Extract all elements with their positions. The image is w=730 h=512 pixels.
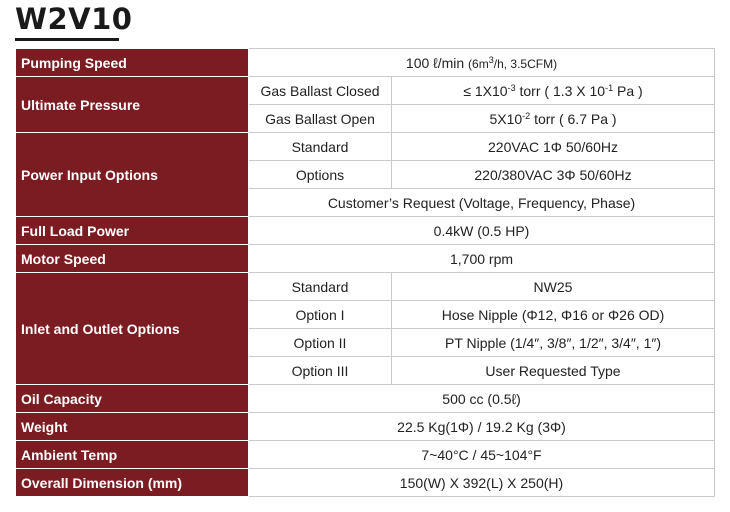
pumping-speed-paren — [468, 54, 558, 71]
table-row — [16, 469, 715, 497]
value-full-load-power: 0.4kW (0.5 HP) — [249, 217, 715, 245]
value-gas-ballast-closed — [392, 77, 715, 105]
value-inlet-standard: NW25 — [392, 273, 715, 301]
table-row — [16, 217, 715, 245]
open-post: torr ( 6.7 Pa ) — [530, 110, 617, 127]
table-row — [16, 49, 715, 77]
table-row — [16, 245, 715, 273]
row-label-power-input: Power Input Options — [16, 133, 249, 217]
table-row — [16, 77, 715, 105]
table-row — [16, 385, 715, 413]
closed-post: Pa ) — [613, 82, 643, 99]
value-power-options: 220/380VAC 3Φ 50/60Hz — [392, 161, 715, 189]
pumping-speed-paren-pre: (6m — [468, 56, 489, 71]
value-overall-dimension: 150(W) X 392(L) X 250(H) — [249, 469, 715, 497]
value-weight: 22.5 Kg(1Φ) / 19.2 Kg (3Φ) — [249, 413, 715, 441]
value-gas-ballast-open — [392, 105, 715, 133]
table-row — [16, 133, 715, 161]
row-label-weight: Weight — [16, 413, 249, 441]
sublabel-inlet-standard: Standard — [249, 273, 392, 301]
row-label-overall-dimension: Overall Dimension (mm) — [16, 469, 249, 497]
value-inlet-option2: PT Nipple (1/4″, 3/8″, 1/2″, 3/4″, 1″) — [392, 329, 715, 357]
pumping-speed-sup: 3 — [488, 54, 494, 65]
open-pre: 5X10 — [489, 110, 523, 127]
closed-sup2: -1 — [605, 82, 614, 93]
sublabel-power-standard: Standard — [249, 133, 392, 161]
pumping-speed-paren-post: /h, 3.5CFM) — [493, 56, 558, 71]
table-row — [16, 273, 715, 301]
pumping-speed-main: 100 ℓ/min — [405, 54, 469, 71]
sublabel-power-options: Options — [249, 161, 392, 189]
value-pumping-speed — [249, 49, 715, 77]
value-inlet-option1: Hose Nipple (Φ12, Φ16 or Φ26 OD) — [392, 301, 715, 329]
closed-sup: -3 — [507, 82, 516, 93]
page-title: W2V10 — [15, 2, 133, 36]
title-underline — [15, 38, 119, 41]
value-inlet-option3: User Requested Type — [392, 357, 715, 385]
closed-pre: ≤ 1X10 — [463, 82, 508, 99]
sublabel-gas-ballast-open: Gas Ballast Open — [249, 105, 392, 133]
row-label-inlet-outlet: Inlet and Outlet Options — [16, 273, 249, 385]
row-label-motor-speed: Motor Speed — [16, 245, 249, 273]
row-label-oil-capacity: Oil Capacity — [16, 385, 249, 413]
sublabel-inlet-option2: Option II — [249, 329, 392, 357]
value-power-custom: Customer’s Request (Voltage, Frequency, Phase) — [249, 189, 715, 217]
sublabel-inlet-option1: Option I — [249, 301, 392, 329]
spec-table — [15, 48, 715, 497]
row-label-ambient-temp: Ambient Temp — [16, 441, 249, 469]
closed-mid: torr ( 1.3 X 10 — [515, 82, 606, 99]
open-sup: -2 — [522, 110, 531, 121]
sublabel-gas-ballast-closed: Gas Ballast Closed — [249, 77, 392, 105]
row-label-ultimate-pressure: Ultimate Pressure — [16, 77, 249, 133]
table-row — [16, 413, 715, 441]
row-label-pumping-speed: Pumping Speed — [16, 49, 249, 77]
row-label-full-load-power: Full Load Power — [16, 217, 249, 245]
value-oil-capacity: 500 cc (0.5ℓ) — [249, 385, 715, 413]
value-motor-speed: 1,700 rpm — [249, 245, 715, 273]
sublabel-inlet-option3: Option III — [249, 357, 392, 385]
table-row — [16, 441, 715, 469]
value-power-standard: 220VAC 1Φ 50/60Hz — [392, 133, 715, 161]
value-ambient-temp: 7~40°C / 45~104°F — [249, 441, 715, 469]
